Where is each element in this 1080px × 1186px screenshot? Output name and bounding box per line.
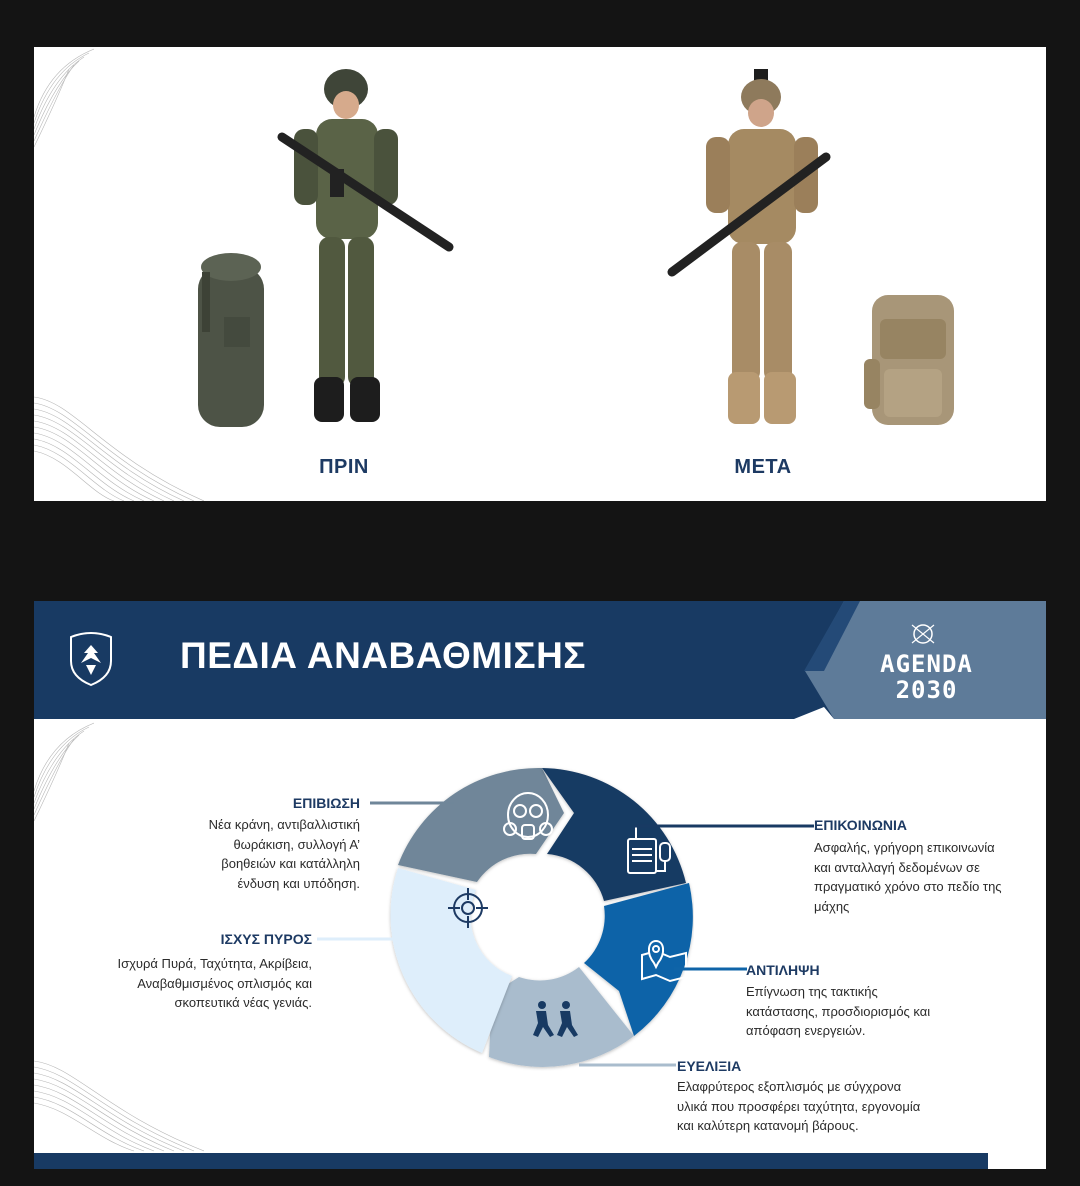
before-after-slide — [34, 47, 1046, 501]
soldier-after-image — [666, 67, 856, 432]
before-caption: ΠΡΙΝ — [319, 456, 369, 478]
survival-title: ΕΠΙΒΙΩΣΗ — [292, 795, 360, 811]
duffel-bag-image — [194, 247, 269, 432]
wave-decoration-bottom-left — [34, 387, 204, 501]
footer-bar — [34, 1153, 988, 1169]
perception-title: ΑΝΤΙΛΗΨΗ — [746, 962, 820, 978]
wave-decoration-top-left — [34, 47, 94, 157]
upgrade-areas-slide — [34, 601, 1046, 1169]
agility-description: Ελαφρύτερος εξοπλισμός με σύγχρονα υλικά που προσφέρει ταχύτητα, εργονομία και καλύτερη κατανομή βάρους. — [677, 1079, 921, 1133]
firepower-title: ΙΣΧΥΣ ΠΥΡΟΣ — [220, 931, 312, 947]
communication-title: ΕΠΙΚΟΙΝΩΝΙΑ — [814, 817, 908, 833]
firepower-description: Ισχυρά Πυρά, Ταχύτητα, Ακρίβεια, Αναβαθμισμένος οπλισμός και σκοπευτικά νέας γενιάς. — [117, 956, 312, 1010]
survival-description: Νέα κράνη, αντιβαλλιστική θωράκιση, συλλογή Α’ βοηθειών και κατάλληλη ένδυση και υπόδηση. — [208, 817, 360, 891]
after-caption: ΜΕΤΑ — [734, 456, 792, 478]
agenda-logo-text: AGENDA 2030 — [880, 650, 973, 704]
backpack-image — [864, 289, 964, 429]
agility-title: ΕΥΕΛΙΞΙΑ — [677, 1058, 742, 1074]
communication-description: Ασφαλής, γρήγορη επικοινωνία και ανταλλαγή δεδομένων σε πραγματικό χρόνο στο πεδίο της μάχης — [814, 840, 1002, 914]
perception-description: Επίγνωση της τακτικής κατάστασης, προσδιορισμός και απόφαση ενεργειών. — [746, 984, 931, 1038]
page-title: ΠΕΔΙΑ ΑΝΑΒΑΘΜΙΣΗΣ — [180, 635, 587, 676]
soldier-before-image — [274, 67, 454, 432]
